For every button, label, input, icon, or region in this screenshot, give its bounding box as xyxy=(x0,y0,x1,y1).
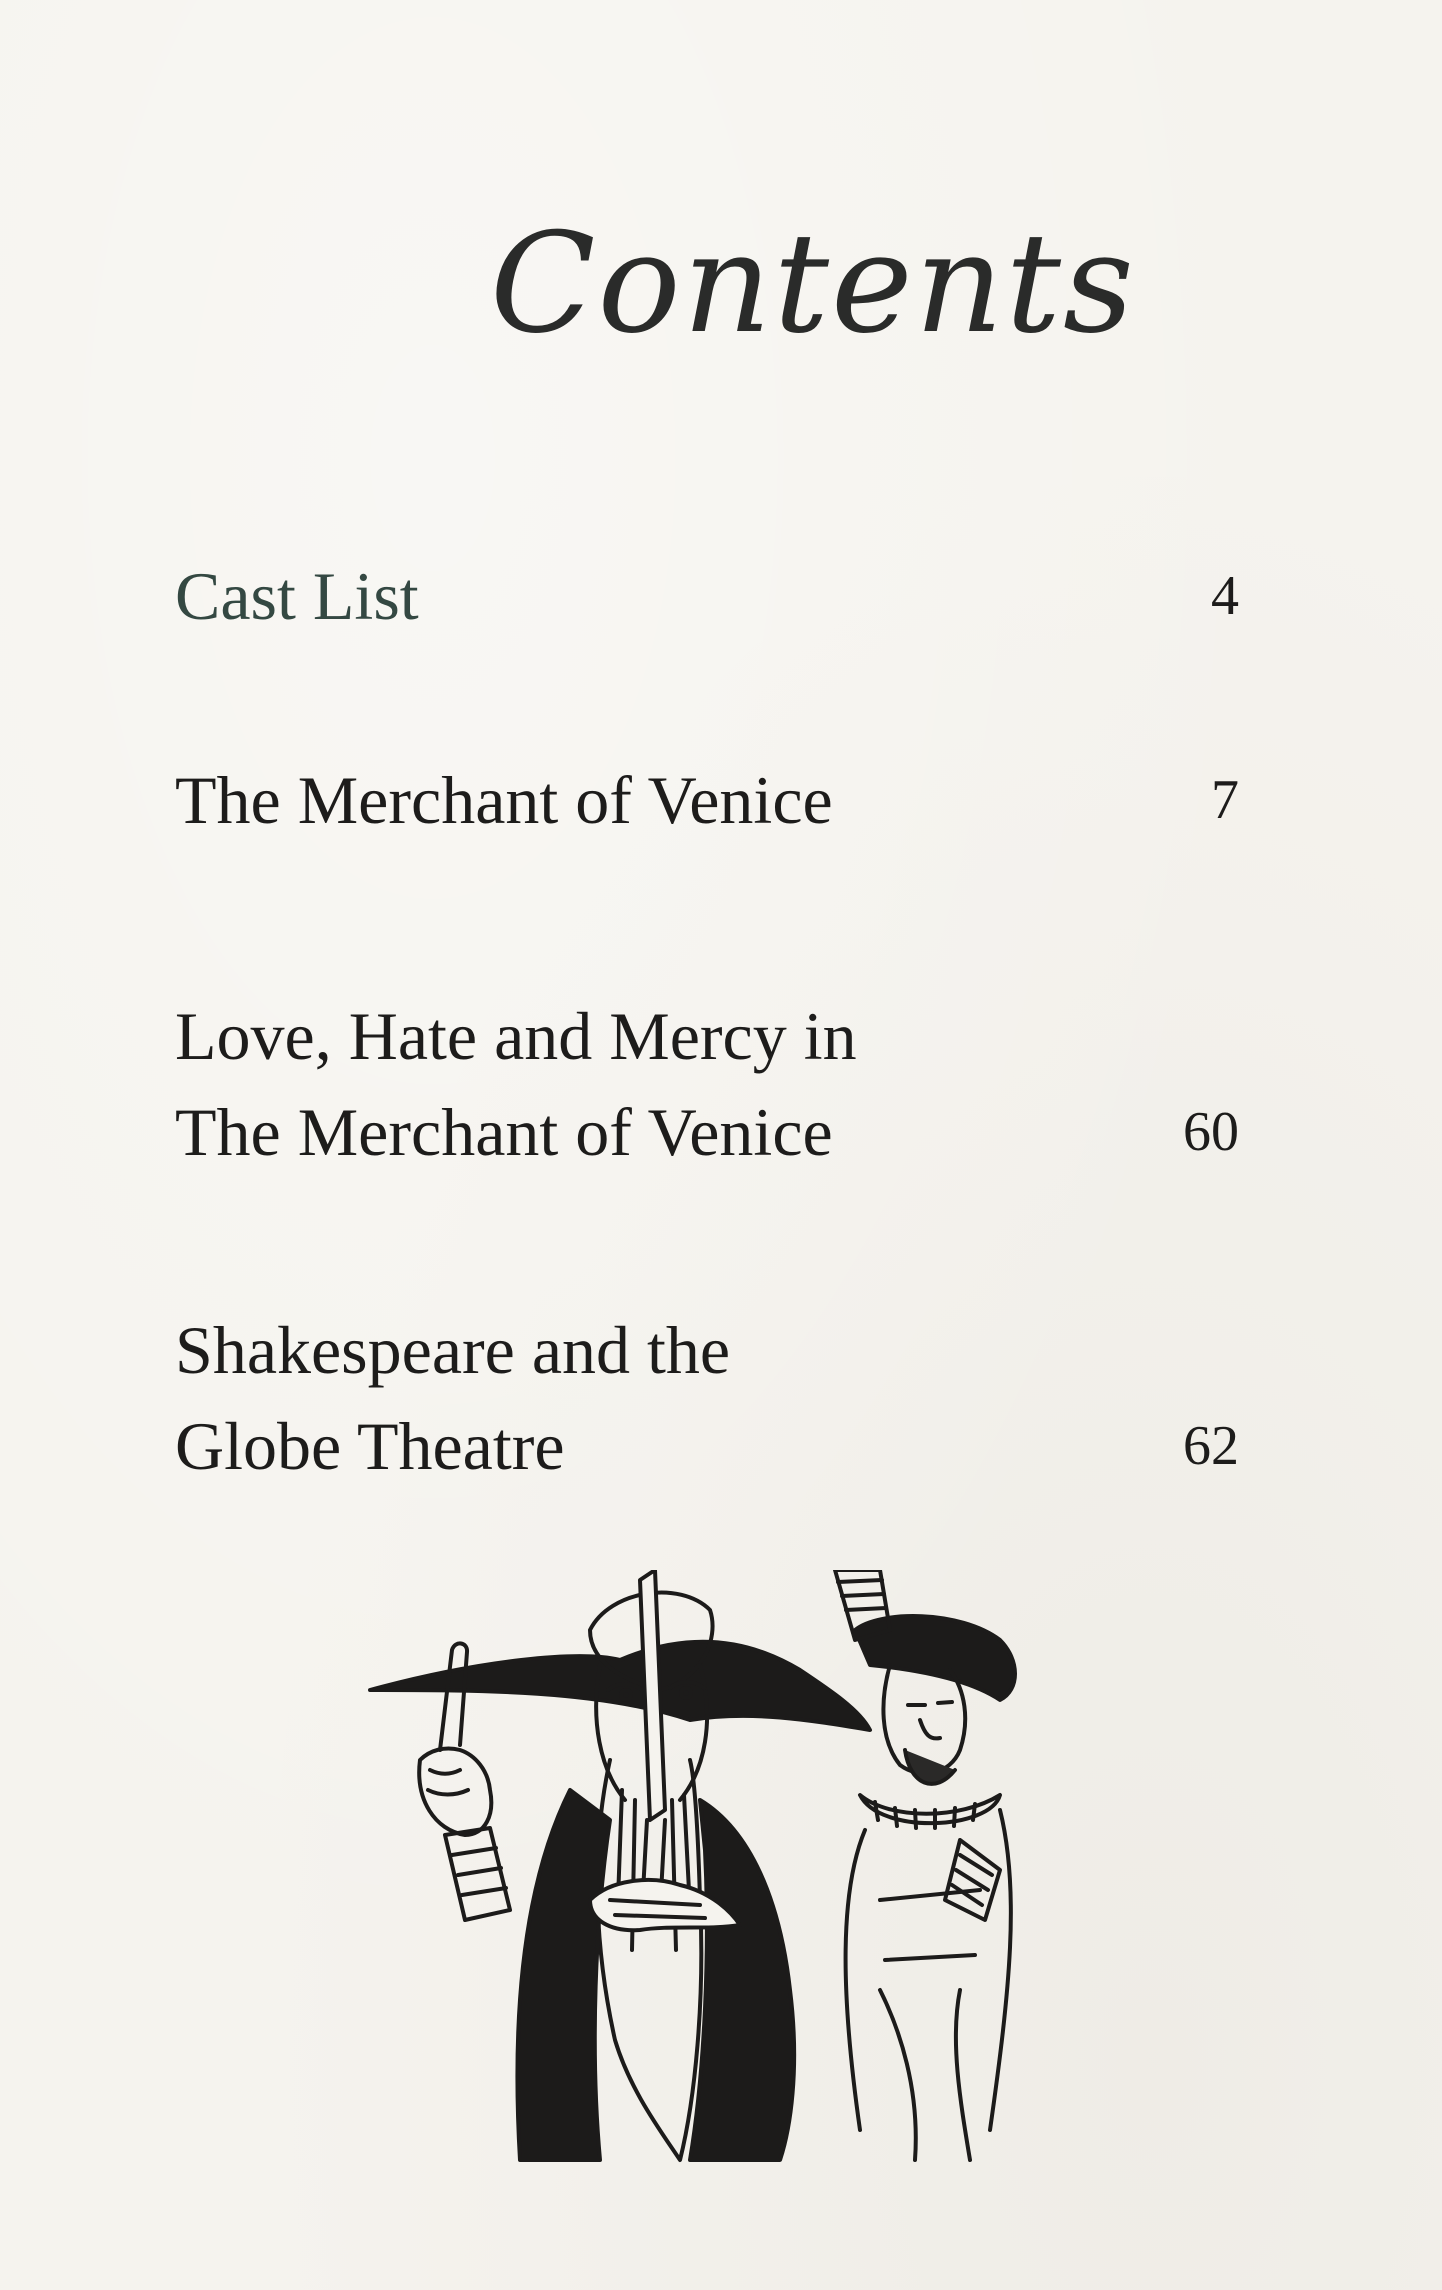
shylock-and-merchant-illustration-icon xyxy=(360,1570,1060,2170)
toc-entry-page-number: 62 xyxy=(1183,1415,1239,1477)
toc-entry-page-number: 7 xyxy=(1211,769,1239,831)
toc-entry-page-number: 4 xyxy=(1211,565,1239,627)
toc-entry-label-line-1: Shakespeare and the xyxy=(175,1312,731,1388)
toc-entry-label: Cast List xyxy=(175,558,419,634)
toc-entry-label-line-2: The Merchant of Venice xyxy=(175,1094,833,1170)
toc-entry-shakespeare-globe[interactable] xyxy=(175,1302,1239,1494)
toc-entry-cast-list[interactable] xyxy=(175,548,1239,644)
toc-entry-label: The Merchant of Venice xyxy=(175,762,833,838)
page-title: Contents xyxy=(490,203,1136,364)
toc-entry-love-hate-mercy[interactable] xyxy=(175,988,1239,1180)
toc-entry-page-number: 60 xyxy=(1183,1101,1239,1163)
toc-entry-label-line-1: Love, Hate and Mercy in xyxy=(175,998,857,1074)
merchant-figure-icon xyxy=(835,1570,1015,2160)
toc-entry-merchant-of-venice[interactable] xyxy=(175,752,1239,848)
toc-entry-label-line-2: Globe Theatre xyxy=(175,1408,565,1484)
shylock-figure-icon xyxy=(370,1570,870,2160)
